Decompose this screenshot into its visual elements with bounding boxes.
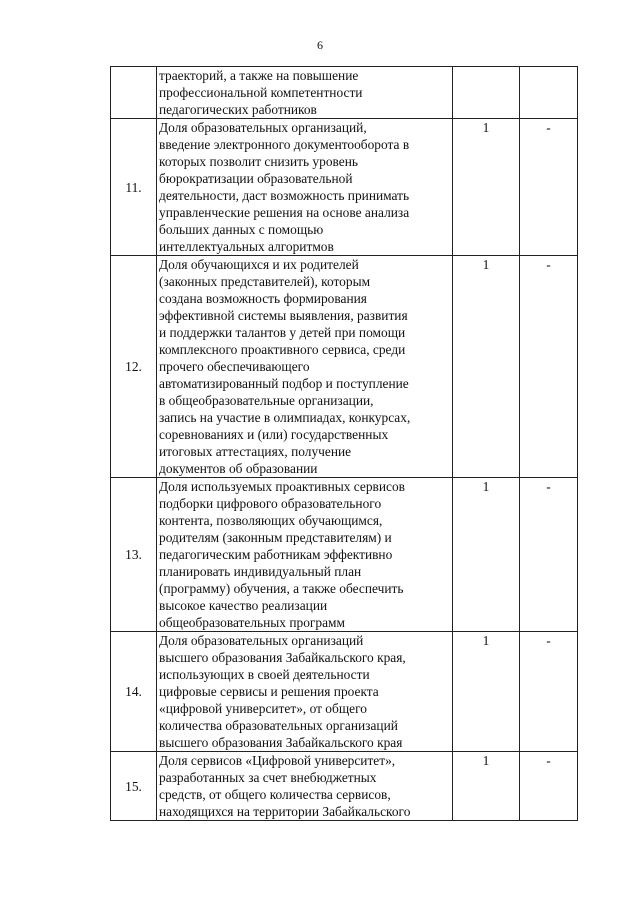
table-row	[111, 752, 578, 821]
indicator-value-2: -	[520, 256, 578, 478]
table-row	[111, 632, 578, 752]
indicator-value-2: -	[520, 119, 578, 256]
indicator-description: Доля используемых проактивных сервисов подборки цифрового образовательного контента, позволяющих обучающимся, родителям (законным представителям) и педагогическим работникам эффективно планировать индивидуальный план (программу) обучения, а также обеспечить высокое качество реализации общеобразовательных программ	[157, 478, 453, 632]
indicator-value-1: 1	[453, 119, 520, 256]
row-number: 11.	[111, 119, 157, 256]
indicator-value-2: -	[520, 752, 578, 821]
table-row	[111, 119, 578, 256]
row-number: 13.	[111, 478, 157, 632]
row-number: 12.	[111, 256, 157, 478]
indicator-value-2: -	[520, 478, 578, 632]
indicator-description: Доля обучающихся и их родителей (законных представителей), которым создана возможность формирования эффективной системы выявления, развития и поддержки талантов у детей при помощи комплексного проактивного сервиса, среди прочего обеспечивающего автоматизированный подбор и поступление в общеобразовательные организации, запись на участие в олимпиадах, конкурсах, соревнованиях и (или) государственных итоговых аттестациях, получение документов об образовании	[157, 256, 453, 478]
indicator-value-1: 1	[453, 478, 520, 632]
indicator-value-1: 1	[453, 632, 520, 752]
indicator-value-1	[453, 67, 520, 119]
table-row	[111, 67, 578, 119]
indicator-description: Доля сервисов «Цифровой университет», разработанных за счет внебюджетных средств, от общего количества сервисов, находящихся на территории Забайкальского	[157, 752, 453, 821]
indicator-description: Доля образовательных организаций высшего образования Забайкальского края, использующих в своей деятельности цифровые сервисы и решения проекта «цифровой университет», от общего количества образовательных организаций высшего образования Забайкальского края	[157, 632, 453, 752]
table-row	[111, 478, 578, 632]
indicator-value-2	[520, 67, 578, 119]
indicator-value-2: -	[520, 632, 578, 752]
indicator-description: Доля образовательных организаций, введение электронного документооборота в которых позволит снизить уровень бюрократизации образовательной деятельности, даст возможность принимать управленческие решения на основе анализа больших данных с помощью интеллектуальных алгоритмов	[157, 119, 453, 256]
row-number: 14.	[111, 632, 157, 752]
indicators-table	[110, 66, 578, 821]
row-number: 15.	[111, 752, 157, 821]
table-row	[111, 256, 578, 478]
row-number	[111, 67, 157, 119]
indicator-value-1: 1	[453, 752, 520, 821]
indicator-description: траекторий, а также на повышение профессиональной компетентности педагогических работников	[157, 67, 453, 119]
indicator-value-1: 1	[453, 256, 520, 478]
page-number: 6	[317, 38, 323, 52]
